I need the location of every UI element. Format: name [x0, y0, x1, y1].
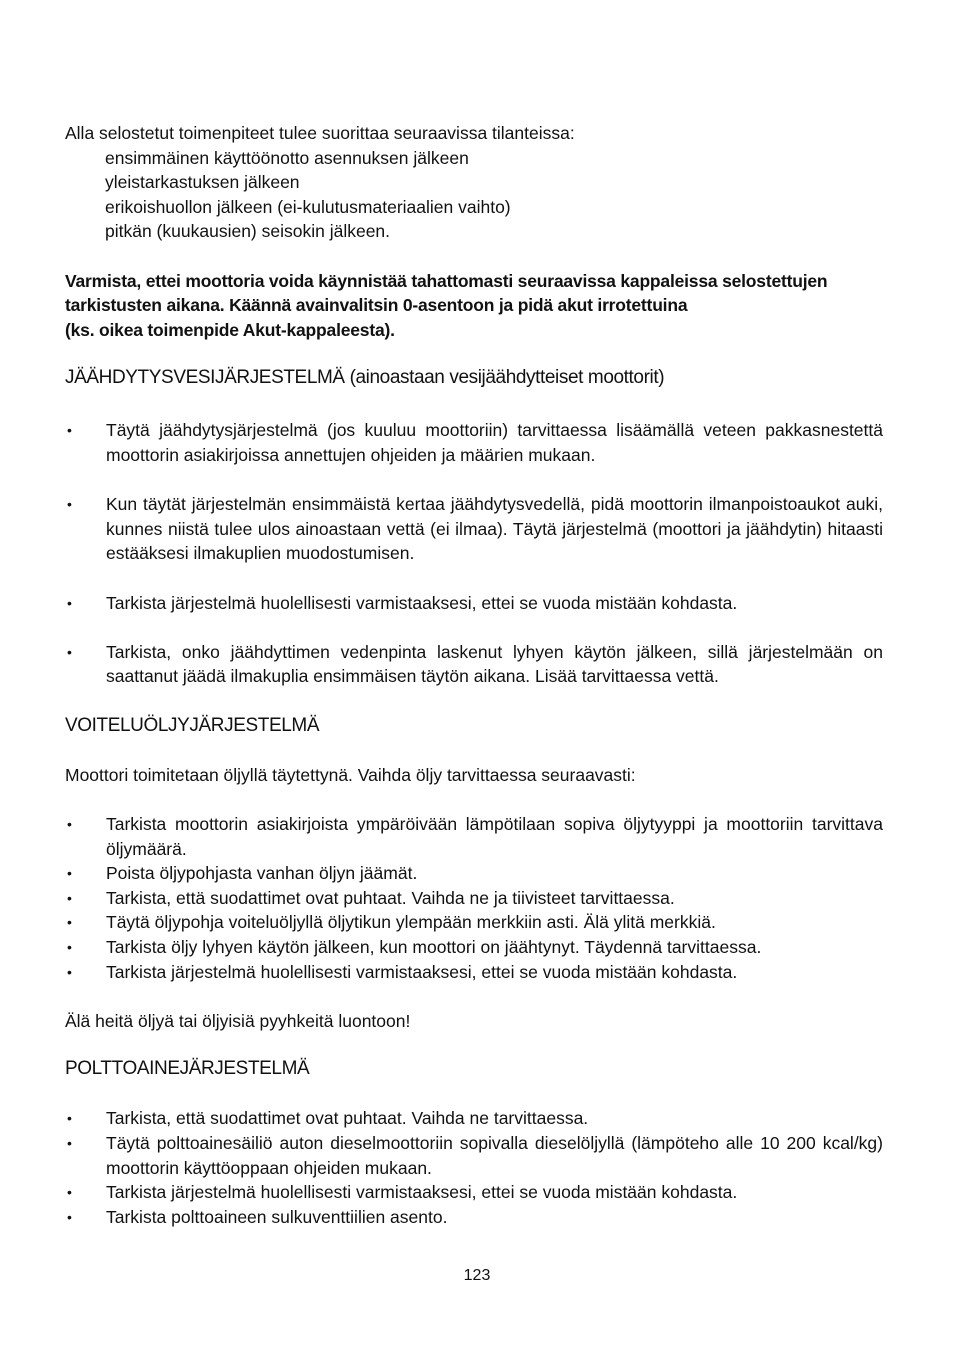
lubrication-list [65, 812, 883, 984]
list-item: • Kun täytät järjestelmän ensimmäistä kertaa jäähdytysvedellä, pidä moottorin ilmanpoistoaukot auki, kunnes niistä tulee ulos ainoastaan vettä (ei ilmaa). Täytä järjestelmä (moottori ja jäähdytin) hitaasti estääksesi ilmakuplien muodostumisen. [67, 494, 883, 564]
bullet-icon: • [67, 1184, 72, 1201]
list-item: • Tarkista moottorin asiakirjoista ympäröivään lämpötilaan sopiva öljytyyppi ja moottoriin tarvittava öljymäärä. [67, 814, 883, 859]
situation-item: ensimmäinen käyttöönotto asennuksen jälkeen [105, 147, 469, 168]
cooling-heading: JÄÄHDYTYSVESIJÄRJESTELMÄ (ainoastaan vesijäähdytteiset moottorit) [65, 367, 665, 389]
document-page [65, 121, 883, 1229]
bullet-icon: • [67, 889, 72, 906]
bullet-icon: • [67, 816, 72, 833]
cooling-list [65, 418, 883, 689]
warning-line: tarkistusten aikana. Käännä avainvalitsin 0-asentoon ja pidä akut irrotettuina [65, 295, 688, 316]
list-item: • Tarkista, että suodattimet ovat puhtaat. Vaihda ne tarvittaessa. [65, 1106, 883, 1131]
environment-note: Älä heitä öljyä tai öljyisiä pyyhkeitä luontoon! [65, 1010, 411, 1031]
intro-lead: Alla selostetut toimenpiteet tulee suorittaa seuraavissa tilanteissa: [65, 123, 575, 143]
bullet-icon: • [67, 939, 72, 956]
warning-line: (ks. oikea toimenpide Akut-kappaleesta). [65, 319, 395, 340]
list-item: • Tarkista polttoaineen sulkuventtiilien asento. [65, 1205, 883, 1230]
bullet-icon: • [67, 914, 72, 931]
fuel-heading: POLTTOAINEJÄRJESTELMÄ [65, 1058, 310, 1080]
warning-line: Varmista, ettei moottoria voida käynnistää tahattomasti seuraavissa kappaleissa selostettujen [65, 270, 828, 291]
situation-item: pitkän (kuukausien) seisokin jälkeen. [105, 221, 391, 242]
list-item: • Tarkista, että suodattimet ovat puhtaat. Vaihda ne ja tiivisteet tarvittaessa. [65, 886, 883, 911]
list-item: • Tarkista järjestelmä huolellisesti varmistaaksesi, ettei se vuoda mistään kohdasta. [65, 591, 883, 616]
page-number: 123 [463, 1267, 491, 1284]
bullet-icon: • [67, 1110, 72, 1127]
list-item: • Tarkista järjestelmä huolellisesti varmistaaksesi, ettei se vuoda mistään kohdasta. [65, 960, 883, 985]
list-item: • Täytä polttoainesäiliö auton dieselmoottoriin sopivalla dieselöljyllä (lämpöteho alle 10 200 kcal/kg) moottorin käyttöoppaan ohjeiden mukaan. [67, 1133, 883, 1178]
lubrication-heading: VOITELUÖLJYJÄRJESTELMÄ [65, 714, 320, 736]
list-item: • Täytä öljypohja voiteluöljyllä öljytikun ylempään merkkiin asti. Älä ylitä merkkiä. [65, 910, 883, 935]
list-item: • Täytä jäähdytysjärjestelmä (jos kuuluu moottoriin) tarvittaessa lisäämällä veteen pakkasnestettä moottorin asiakirjoissa annettujen ohjeiden ja määrien mukaan. [67, 420, 883, 465]
bullet-icon: • [67, 643, 72, 660]
bullet-icon: • [67, 963, 72, 980]
bullet-icon: • [67, 594, 72, 611]
list-item: • Poista öljypohjasta vanhan öljyn jäämät. [65, 861, 883, 886]
situation-item: yleistarkastuksen jälkeen [105, 172, 300, 193]
bullet-icon: • [67, 422, 72, 439]
situation-list [65, 146, 883, 244]
safety-warning [65, 269, 883, 343]
list-item: • Tarkista öljy lyhyen käytön jälkeen, kun moottori on jäähtynyt. Täydennä tarvittaessa. [65, 935, 883, 960]
list-item: • Tarkista järjestelmä huolellisesti varmistaaksesi, ettei se vuoda mistään kohdasta. [65, 1180, 883, 1205]
list-item: • Tarkista, onko jäähdyttimen vedenpinta laskenut lyhyen käytön jälkeen, sillä järjestelmään on saattanut jäädä ilmakuplia ensimmäisen täytön aikana. Lisää tarvittaessa vettä. [67, 641, 883, 687]
bullet-icon: • [67, 1135, 72, 1151]
fuel-list [65, 1106, 883, 1229]
bullet-icon: • [67, 496, 72, 513]
bullet-icon: • [67, 1208, 72, 1225]
situation-item: erikoishuollon jälkeen (ei-kulutusmateriaalien vaihto) [105, 196, 511, 217]
bullet-icon: • [67, 865, 72, 882]
lubrication-lead: Moottori toimitetaan öljyllä täytettynä. Vaihda öljy tarvittaessa seuraavasti: [65, 764, 636, 785]
